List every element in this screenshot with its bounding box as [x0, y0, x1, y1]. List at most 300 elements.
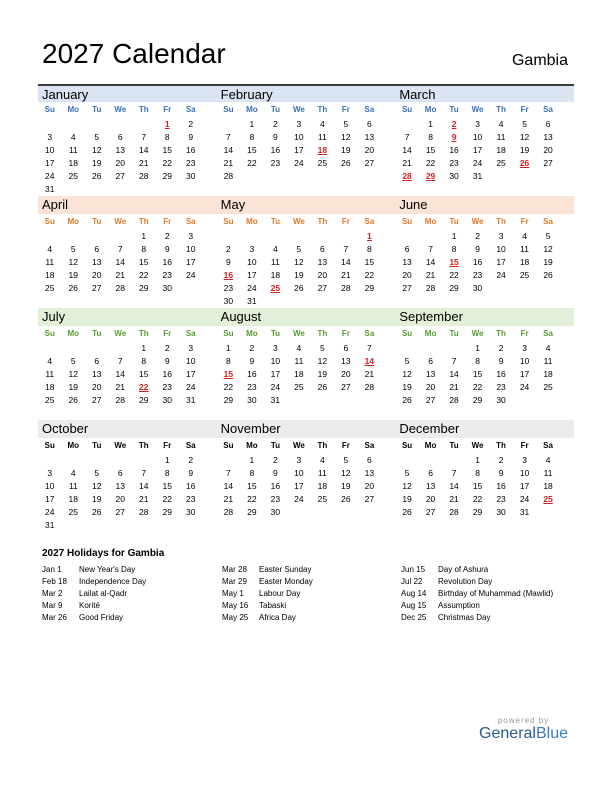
- day-cell: 5: [320, 343, 325, 353]
- day-cell: 26: [402, 395, 412, 405]
- week-row: [217, 170, 396, 183]
- day-cell: 24: [247, 283, 257, 293]
- empty-day-cell: [85, 454, 109, 467]
- day-cell: 29: [162, 171, 172, 181]
- day-cell: 24: [186, 382, 196, 392]
- weekday-label: Mo: [424, 217, 437, 226]
- day-cell: 7: [226, 132, 231, 142]
- day-cell: 23: [162, 382, 172, 392]
- day-cell: 25: [68, 507, 78, 517]
- month-january: [38, 84, 217, 196]
- empty-day-cell: [62, 230, 86, 243]
- week-row: [38, 118, 217, 131]
- day-cell: 2: [273, 119, 278, 129]
- day-cell: 19: [317, 369, 328, 379]
- day-cell: 14: [115, 257, 125, 267]
- empty-day-cell: [395, 230, 419, 243]
- day-cell: 4: [545, 455, 551, 465]
- holiday-name: Assumption: [438, 601, 480, 610]
- day-cell: 7: [117, 356, 123, 366]
- day-cell: 18: [496, 145, 506, 155]
- week-row: [217, 480, 396, 493]
- day-cell: 23: [186, 158, 196, 168]
- day-cell: 16: [496, 369, 506, 379]
- day-cell: 23: [449, 158, 459, 168]
- holiday-day-cell: 26: [519, 158, 530, 168]
- empty-day-cell: [264, 170, 288, 183]
- day-cell: 9: [188, 468, 194, 478]
- week-row: [395, 342, 574, 355]
- month-name: September: [395, 308, 574, 326]
- day-cell: 17: [472, 145, 483, 155]
- day-cell: 20: [92, 270, 102, 280]
- empty-day-cell: [419, 342, 443, 355]
- empty-day-cell: [156, 183, 180, 196]
- day-cell: 24: [496, 270, 506, 280]
- day-cell: 24: [472, 158, 483, 168]
- empty-day-cell: [38, 342, 62, 355]
- empty-day-cell: [38, 454, 62, 467]
- day-cell: 30: [186, 171, 196, 181]
- day-cell: 2: [498, 455, 504, 465]
- day-cell: 17: [186, 257, 196, 267]
- weekday-label: Fr: [163, 441, 172, 450]
- day-cell: 30: [496, 507, 506, 517]
- day-cell: 18: [45, 270, 55, 280]
- weekday-label: Fr: [341, 441, 350, 450]
- day-cell: 12: [68, 257, 78, 267]
- day-cell: 22: [472, 382, 483, 392]
- weekday-label: Sa: [543, 441, 553, 450]
- day-cell: 28: [139, 507, 149, 517]
- month-name: January: [38, 84, 217, 102]
- holiday-date: Feb 18: [42, 577, 67, 586]
- week-row: [38, 480, 217, 493]
- day-cell: 4: [498, 119, 504, 129]
- empty-day-cell: [536, 170, 560, 183]
- day-cell: 30: [247, 395, 257, 405]
- day-cell: 15: [364, 257, 375, 267]
- week-row: [395, 243, 574, 256]
- quarter-row: [38, 196, 574, 308]
- day-cell: 9: [475, 244, 480, 254]
- day-cell: 25: [294, 382, 304, 392]
- holiday-day-cell: 18: [317, 145, 328, 155]
- day-cell: 16: [247, 369, 257, 379]
- week-row: [38, 183, 217, 196]
- day-cell: 15: [472, 369, 483, 379]
- empty-day-cell: [132, 118, 156, 131]
- day-cell: 12: [402, 481, 412, 491]
- holiday-date: Aug 15: [401, 601, 427, 610]
- day-cell: 2: [164, 343, 170, 353]
- day-cell: 13: [317, 257, 328, 267]
- week-row: [395, 506, 574, 519]
- month-april: [38, 196, 217, 308]
- day-cell: 23: [162, 270, 172, 280]
- empty-day-cell: [395, 118, 419, 131]
- empty-day-cell: [334, 170, 358, 183]
- day-cell: 8: [141, 356, 147, 366]
- week-row: [217, 493, 396, 506]
- empty-day-cell: [513, 170, 537, 183]
- day-cell: 11: [270, 257, 280, 267]
- week-row: [395, 355, 574, 368]
- day-cell: 3: [296, 455, 302, 465]
- day-cell: 9: [164, 244, 170, 254]
- weekday-header: [395, 214, 574, 228]
- day-cell: 22: [162, 494, 172, 504]
- day-cell: 6: [367, 455, 372, 465]
- day-cell: 9: [498, 356, 504, 366]
- week-row: [217, 381, 396, 394]
- day-cell: 6: [94, 244, 100, 254]
- day-cell: 15: [425, 145, 436, 155]
- day-cell: 10: [294, 132, 304, 142]
- day-cell: 14: [402, 145, 412, 155]
- day-cell: 6: [343, 343, 349, 353]
- holiday-day-cell: 29: [425, 171, 436, 181]
- day-cell: 1: [475, 455, 480, 465]
- day-cell: 12: [317, 356, 328, 366]
- holiday-date: May 16: [222, 601, 249, 610]
- week-row: [395, 256, 574, 269]
- day-cell: 28: [223, 507, 234, 517]
- day-cell: 15: [247, 481, 257, 491]
- day-cell: 28: [449, 395, 459, 405]
- day-cell: 13: [92, 369, 102, 379]
- weekday-label: We: [114, 441, 127, 450]
- day-cell: 4: [47, 356, 53, 366]
- day-cell: 9: [188, 132, 194, 142]
- day-cell: 17: [294, 481, 304, 491]
- day-cell: 23: [247, 382, 257, 392]
- empty-day-cell: [513, 394, 537, 407]
- day-cell: 11: [317, 132, 327, 142]
- day-cell: 24: [186, 270, 196, 280]
- day-cell: 20: [543, 145, 553, 155]
- day-cell: 17: [496, 257, 506, 267]
- day-cell: 10: [186, 244, 196, 254]
- empty-day-cell: [109, 342, 133, 355]
- day-cell: 7: [451, 356, 457, 366]
- weekday-label: Fr: [163, 105, 172, 114]
- day-cell: 22: [425, 158, 436, 168]
- weekday-label: Sa: [543, 105, 553, 114]
- day-cell: 10: [294, 468, 304, 478]
- weekday-label: We: [471, 105, 484, 114]
- day-cell: 27: [92, 395, 102, 405]
- weekday-label: Fr: [341, 217, 350, 226]
- empty-day-cell: [85, 342, 109, 355]
- weekday-label: Su: [44, 217, 55, 226]
- empty-day-cell: [217, 118, 241, 131]
- day-cell: 14: [223, 145, 234, 155]
- holiday-day-cell: 25: [270, 283, 281, 293]
- powered-by-text: powered by: [497, 716, 550, 725]
- day-cell: 21: [139, 494, 149, 504]
- month-name: November: [217, 420, 396, 438]
- weekday-header: [38, 438, 217, 452]
- weekday-label: Su: [401, 105, 413, 114]
- day-cell: 30: [162, 283, 172, 293]
- holiday-item: [42, 564, 146, 576]
- weekday-label: We: [471, 329, 484, 338]
- weekday-label: Tu: [449, 105, 459, 114]
- weekday-label: Fr: [163, 217, 172, 226]
- day-cell: 16: [270, 481, 281, 491]
- day-cell: 25: [519, 270, 530, 280]
- week-row: [38, 243, 217, 256]
- day-cell: 4: [47, 244, 53, 254]
- holiday-name: New Year's Day: [79, 565, 136, 574]
- month-may: [217, 196, 396, 308]
- day-cell: 26: [68, 283, 78, 293]
- empty-day-cell: [311, 170, 335, 183]
- month-july: [38, 308, 217, 420]
- holiday-day-cell: 28: [402, 171, 412, 181]
- day-cell: 7: [117, 244, 123, 254]
- holiday-name: Korité: [79, 601, 100, 610]
- empty-day-cell: [62, 519, 86, 532]
- weekday-label: Sa: [185, 441, 196, 450]
- weekday-label: Su: [223, 441, 234, 450]
- day-cell: 17: [186, 369, 196, 379]
- weekday-label: Tu: [449, 441, 459, 450]
- day-cell: 3: [522, 343, 527, 353]
- day-cell: 13: [364, 468, 375, 478]
- day-cell: 26: [341, 158, 351, 168]
- day-cell: 31: [472, 171, 483, 181]
- empty-day-cell: [536, 394, 560, 407]
- day-cell: 26: [68, 395, 78, 405]
- weekday-header: [217, 438, 396, 452]
- day-cell: 11: [543, 468, 553, 478]
- day-cell: 29: [449, 283, 459, 293]
- day-cell: 19: [92, 494, 102, 504]
- week-row: [395, 454, 574, 467]
- empty-day-cell: [358, 394, 382, 407]
- weekday-label: Sa: [364, 217, 375, 226]
- day-cell: 11: [317, 468, 327, 478]
- day-cell: 3: [47, 132, 53, 142]
- day-cell: 8: [226, 356, 231, 366]
- week-row: [395, 157, 574, 170]
- weekday-label: We: [292, 329, 305, 338]
- week-row: [38, 170, 217, 183]
- empty-day-cell: [85, 183, 109, 196]
- day-cell: 1: [475, 343, 480, 353]
- empty-day-cell: [334, 506, 358, 519]
- weekday-label: Su: [401, 329, 413, 338]
- weekday-label: Sa: [364, 329, 375, 338]
- day-cell: 2: [164, 231, 170, 241]
- day-cell: 28: [115, 283, 125, 293]
- empty-day-cell: [38, 230, 62, 243]
- empty-day-cell: [287, 295, 311, 308]
- empty-day-cell: [217, 230, 241, 243]
- day-cell: 21: [115, 270, 125, 280]
- empty-day-cell: [395, 454, 419, 467]
- week-row: [38, 157, 217, 170]
- empty-day-cell: [109, 454, 133, 467]
- empty-day-cell: [334, 295, 358, 308]
- day-cell: 29: [162, 507, 172, 517]
- week-row: [38, 394, 217, 407]
- weekday-label: We: [292, 217, 305, 226]
- day-cell: 16: [449, 145, 459, 155]
- weekday-label: Th: [496, 329, 506, 338]
- day-cell: 7: [367, 343, 372, 353]
- weekday-label: We: [471, 441, 484, 450]
- day-cell: 5: [343, 455, 349, 465]
- day-cell: 1: [451, 231, 457, 241]
- empty-day-cell: [85, 519, 109, 532]
- holiday-item: [401, 564, 553, 576]
- weekday-label: Su: [223, 329, 234, 338]
- day-cell: 22: [449, 270, 459, 280]
- day-cell: 25: [543, 382, 553, 392]
- weekday-label: Fr: [520, 329, 529, 338]
- weekday-label: Fr: [341, 105, 350, 114]
- day-cell: 9: [164, 356, 170, 366]
- weekday-header: [217, 214, 396, 228]
- month-name: June: [395, 196, 574, 214]
- calendar-grid: [38, 84, 574, 532]
- weekday-label: Mo: [424, 441, 437, 450]
- holiday-date: Mar 2: [42, 589, 63, 598]
- weekday-label: Su: [223, 105, 234, 114]
- day-cell: 2: [273, 455, 278, 465]
- weekday-label: Fr: [163, 329, 172, 338]
- day-cell: 2: [188, 455, 194, 465]
- day-cell: 9: [498, 468, 504, 478]
- day-cell: 20: [115, 158, 125, 168]
- day-cell: 12: [341, 132, 351, 142]
- weekday-label: Th: [317, 217, 328, 226]
- weekday-label: Tu: [270, 217, 280, 226]
- weekday-label: Fr: [520, 105, 529, 114]
- month-name: May: [217, 196, 396, 214]
- brand-logo: [479, 716, 568, 743]
- empty-day-cell: [109, 230, 133, 243]
- day-cell: 22: [472, 494, 483, 504]
- week-row: [38, 269, 217, 282]
- day-cell: 22: [247, 494, 257, 504]
- day-cell: 5: [343, 119, 349, 129]
- holiday-column-1: [42, 564, 146, 624]
- holiday-name: Labour Day: [259, 589, 301, 598]
- day-cell: 5: [70, 356, 76, 366]
- day-cell: 13: [341, 356, 351, 366]
- weekday-label: Su: [44, 441, 55, 450]
- week-row: [395, 368, 574, 381]
- day-cell: 28: [341, 283, 351, 293]
- day-cell: 18: [543, 369, 553, 379]
- day-cell: 15: [162, 145, 172, 155]
- day-cell: 24: [294, 494, 304, 504]
- day-cell: 17: [294, 145, 304, 155]
- weekday-label: Mo: [67, 441, 80, 450]
- week-row: [395, 480, 574, 493]
- day-cell: 29: [364, 283, 375, 293]
- empty-day-cell: [240, 230, 264, 243]
- week-row: [217, 282, 396, 295]
- day-cell: 20: [364, 145, 375, 155]
- empty-day-cell: [62, 454, 86, 467]
- weekday-label: Th: [496, 105, 506, 114]
- day-cell: 26: [92, 507, 102, 517]
- empty-day-cell: [419, 230, 443, 243]
- day-cell: 19: [402, 494, 412, 504]
- day-cell: 25: [317, 158, 328, 168]
- day-cell: 21: [402, 158, 412, 168]
- week-row: [395, 269, 574, 282]
- holiday-item: [42, 588, 146, 600]
- page-title: 2027 Calendar: [42, 38, 226, 69]
- day-cell: 20: [341, 369, 351, 379]
- day-cell: 2: [498, 343, 504, 353]
- week-row: [217, 256, 396, 269]
- day-cell: 7: [404, 132, 410, 142]
- month-august: [217, 308, 396, 420]
- holidays-title: 2027 Holidays for Gambia: [42, 548, 165, 559]
- week-row: [395, 467, 574, 480]
- month-march: [395, 84, 574, 196]
- day-cell: 3: [522, 455, 527, 465]
- holiday-date: Mar 9: [42, 601, 63, 610]
- weekday-header: [38, 214, 217, 228]
- empty-day-cell: [489, 170, 513, 183]
- day-cell: 11: [68, 145, 78, 155]
- day-cell: 24: [519, 382, 530, 392]
- day-cell: 28: [364, 382, 375, 392]
- day-cell: 6: [367, 119, 372, 129]
- day-cell: 27: [364, 494, 375, 504]
- month-june: [395, 196, 574, 308]
- weekday-header: [217, 102, 396, 116]
- day-cell: 14: [223, 481, 234, 491]
- day-cell: 6: [428, 468, 433, 478]
- empty-day-cell: [311, 394, 335, 407]
- day-cell: 27: [425, 507, 436, 517]
- day-cell: 14: [425, 257, 436, 267]
- day-cell: 16: [186, 481, 196, 491]
- day-cell: 8: [249, 132, 255, 142]
- holiday-day-cell: 9: [451, 132, 457, 142]
- week-row: [38, 519, 217, 532]
- weekday-label: Th: [317, 105, 328, 114]
- day-cell: 20: [92, 382, 102, 392]
- day-cell: 26: [317, 382, 328, 392]
- day-cell: 5: [94, 468, 100, 478]
- empty-day-cell: [179, 519, 203, 532]
- day-cell: 23: [270, 494, 281, 504]
- week-row: [395, 144, 574, 157]
- holiday-name: Tabaski: [259, 601, 287, 610]
- holiday-name: Easter Monday: [259, 577, 313, 586]
- month-name: October: [38, 420, 217, 438]
- weekday-label: Sa: [543, 217, 553, 226]
- week-row: [38, 467, 217, 480]
- empty-day-cell: [62, 342, 86, 355]
- empty-day-cell: [536, 506, 560, 519]
- empty-day-cell: [287, 230, 311, 243]
- day-cell: 20: [317, 270, 328, 280]
- weekday-label: Tu: [270, 105, 280, 114]
- day-cell: 21: [223, 158, 234, 168]
- day-cell: 23: [223, 283, 234, 293]
